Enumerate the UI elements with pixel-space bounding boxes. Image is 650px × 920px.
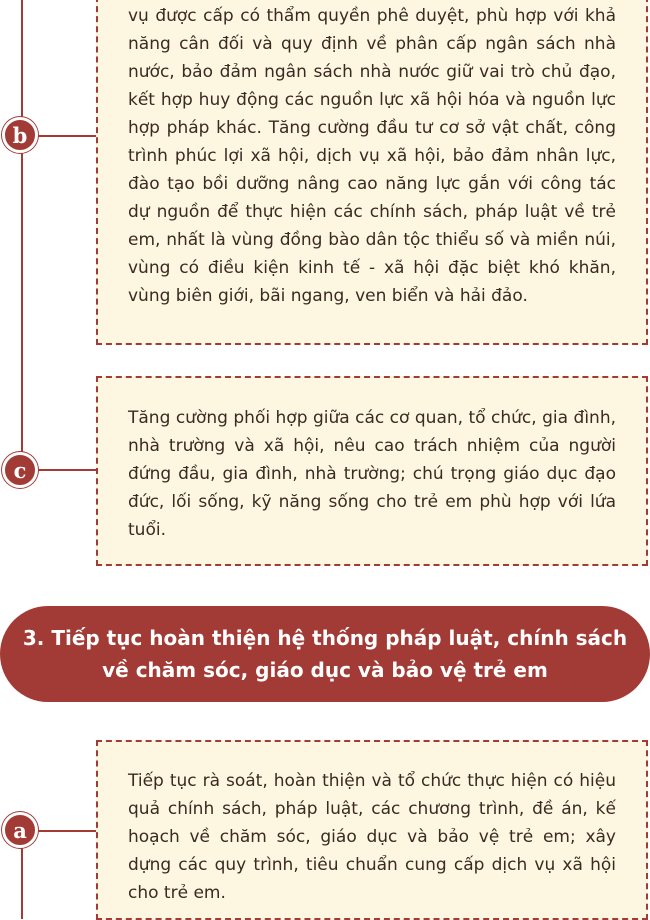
section-heading-line-1: 3. Tiếp tục hoàn thiện hệ thống pháp luật, chính sách [22, 626, 628, 650]
connector-b [38, 135, 96, 137]
marker-b: b [2, 117, 38, 153]
content-text-b: vụ được cấp có thẩm quyền phê duyệt, phù hợp với khả năng cân đối và quy định về phân cấp ngân sách nhà nước, bảo đảm ngân sách nhà nước giữ vai trò chủ đạo, kết hợp huy động các nguồn lực xã hội hóa và nguồn lực hợp pháp khác. Tăng cường đầu tư cơ sở vật chất, công trình phúc lợi xã hội, dịch vụ xã hội, bảo đảm nhân lực, đào tạo bồi dưỡng nâng cao năng lực gắn với công tác dự nguồn để thực hiện các chính sách, pháp luật về trẻ em, nhất là vùng đồng bào dân tộc thiểu số và miền núi, vùng có điều kiện kinh tế - xã hội đặc biệt khó khăn, vùng biên giới, bãi ngang, ven biển và hải đảo. [128, 6, 616, 306]
section-heading [0, 606, 650, 702]
connector-c [38, 469, 96, 471]
marker-c: c [2, 452, 38, 488]
content-text-a: Tiếp tục rà soát, hoàn thiện và tổ chức thực hiện có hiệu quả chính sách, pháp luật, các chương trình, đề án, kế hoạch về chăm sóc, giáo dục và bảo vệ trẻ em; xây dựng các quy trình, tiêu chuẩn cung cấp dịch vụ xã hội cho trẻ em. [128, 771, 616, 903]
marker-a: a [2, 812, 38, 848]
content-text-c: Tăng cường phối hợp giữa các cơ quan, tổ chức, gia đình, nhà trường và xã hội, nêu cao trách nhiệm của người đứng đầu, gia đình, nhà trường; chú trọng giáo dục đạo đức, lối sống, kỹ năng sống cho trẻ em phù hợp với lứa tuổi. [128, 408, 616, 540]
section-heading-line-2: về chăm sóc, giáo dục và bảo vệ trẻ em [102, 658, 548, 682]
timeline-line-top [21, 0, 23, 470]
connector-a [38, 830, 96, 832]
content-box-c [96, 376, 648, 566]
content-box-a [96, 740, 648, 920]
content-box-b [96, 0, 648, 345]
